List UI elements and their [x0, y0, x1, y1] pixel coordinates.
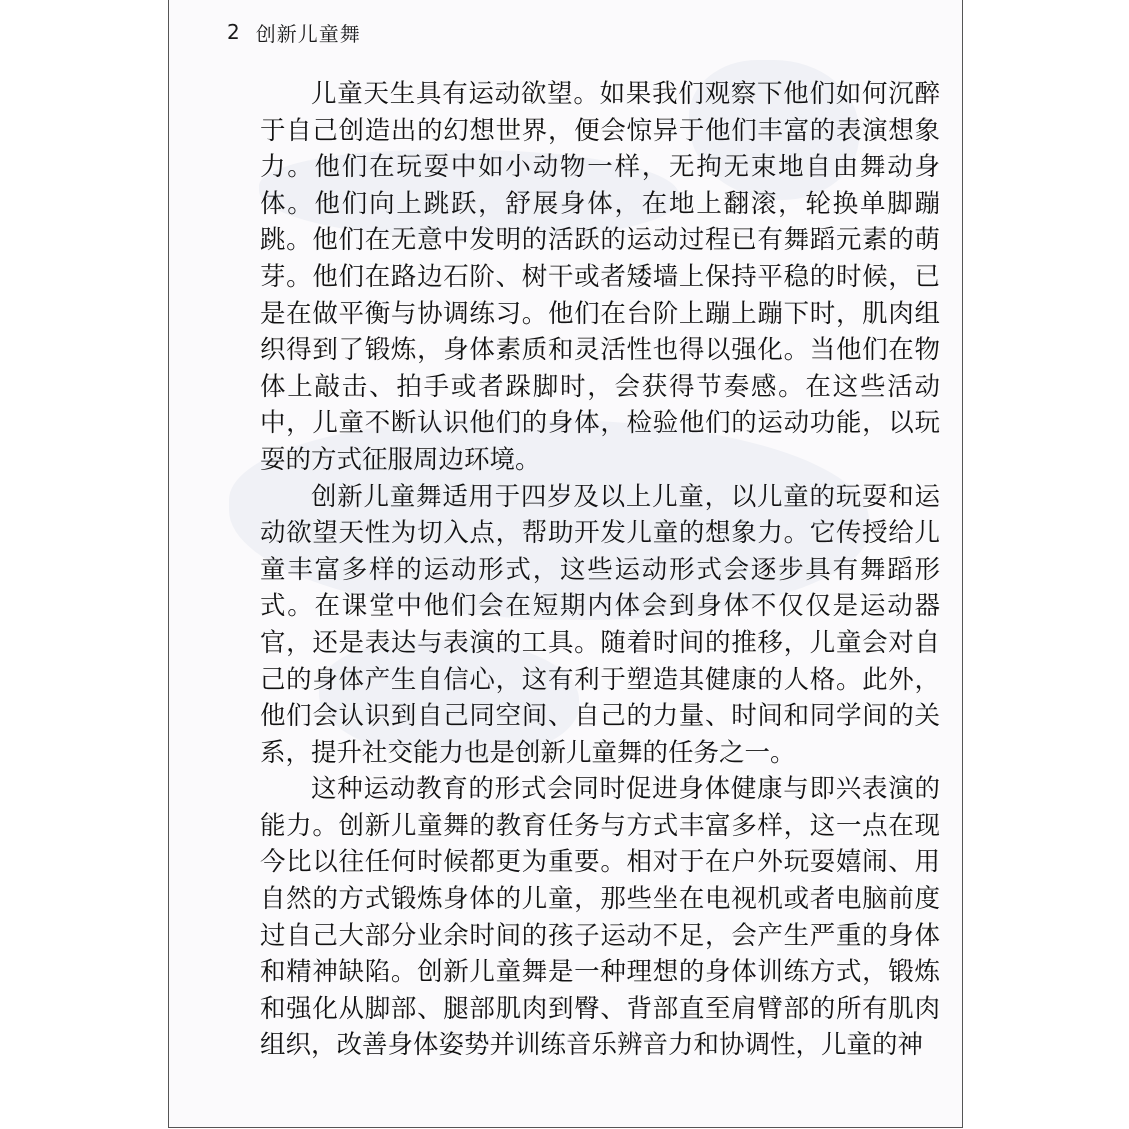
paragraph: 创新儿童舞适用于四岁及以上儿童，以儿童的玩耍和运动欲望天性为切入点，帮助开发儿童的想象力。它传授给儿童丰富多样的运动形式，这些运动形式会逐步具有舞蹈形式。在课堂中他们会在短期内体会到身体不仅仅是运动器官，还是表达与表演的工具。随着时间的推移，儿童会对自己的身体产生自信心，这有利于塑造其健康的人格。此外，他们会认识到自己同空间、自己的力量、时间和同学间的关系，提升社交能力也是创新儿童舞的任务之一。 [260, 481, 940, 768]
running-header [227, 17, 361, 47]
paragraph: 儿童天生具有运动欲望。如果我们观察下他们如何沉醉于自己创造出的幻想世界，便会惊异于他们丰富的表演想象力。他们在玩耍中如小动物一样，无拘无束地自由舞动身体。他们向上跳跃，舒展身体，在地上翻滚，轮换单脚蹦跳。他们在无意中发明的活跃的运动过程已有舞蹈元素的萌芽。他们在路边石阶、树干或者矮墙上保持平稳的时候，已是在做平衡与协调练习。他们在台阶上蹦上蹦下时，肌肉组织得到了锻炼，身体素质和灵活性也得以强化。当他们在物体上敲击、拍手或者跺脚时，会获得节奏感。在这些活动中，儿童不断认识他们的身体，检验他们的运动功能，以玩耍的方式征服周边环境。 [260, 79, 940, 475]
body-text [260, 76, 940, 1064]
book-title: 创新儿童舞 [255, 21, 361, 46]
paragraph: 这种运动教育的形式会同时促进身体健康与即兴表演的能力。创新儿童舞的教育任务与方式丰富多样，这一点在现今比以往任何时候都更为重要。相对于在户外玩耍嬉闹、用自然的方式锻炼身体的儿童，那些坐在电视机或者电脑前度过自己大部分业余时间的孩子运动不足，会产生严重的身体和精神缺陷。创新儿童舞是一种理想的身体训练方式，锻炼和强化从脚部、腿部肌肉到臀、背部直至肩臂部的所有肌肉组织，改善身体姿势并训练音乐辨音力和协调性，儿童的神 [260, 774, 940, 1061]
page-number: 2 [227, 20, 240, 44]
book-page [168, 0, 963, 1128]
